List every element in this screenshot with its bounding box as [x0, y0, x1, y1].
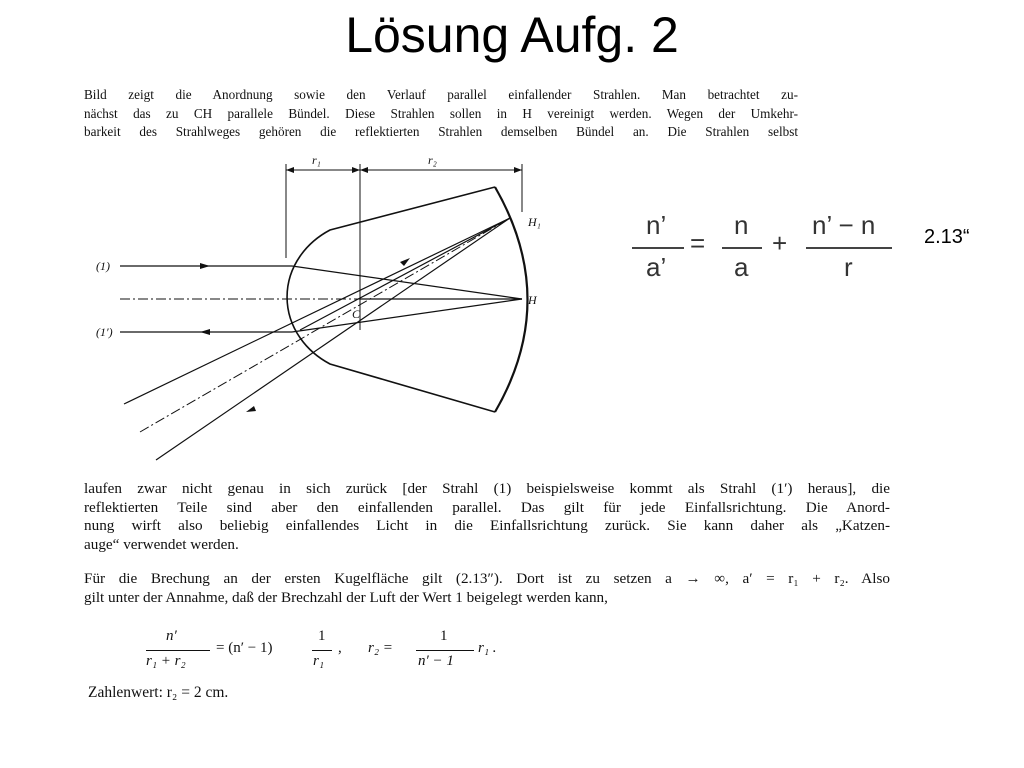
formula-lhs-denominator: a’: [646, 252, 667, 282]
eq-fraction2-denominator: r₁: [313, 653, 325, 669]
formula-plus: +: [772, 228, 788, 258]
label-ray-1-prime: (1′): [96, 325, 113, 339]
text-line: auge“ verwendet werden.: [84, 535, 239, 553]
eq-middle: = (n′ − 1): [216, 640, 273, 656]
text-line: nächst das zu CH parallele Bündel. Diese Strahlen sollen in H vereinigt werden. Wegen der Umkehr-: [84, 105, 798, 121]
equation-number: 2.13“: [924, 226, 970, 248]
text-line: Für die Brechung an der ersten Kugelfläche gilt (2.13″). Dort ist zu setzen a → ∞, a′ = r₁ + r₂. Also: [84, 570, 890, 587]
explanation-paragraph: [84, 480, 890, 554]
eq-fraction3-numerator: 1: [440, 628, 448, 644]
formula-term2-denominator: r: [844, 252, 853, 282]
label-h1: H₁: [528, 215, 541, 229]
eq-fraction3-denominator: n′ − 1: [418, 653, 454, 669]
label-h: H: [528, 293, 537, 307]
eq-fraction1-numerator: n′: [166, 628, 177, 644]
text-line: reflektierten Teile sind aber den einfallenden parallel. Das gilt für jede Einfallsrichtung. Die Anord-: [84, 498, 890, 516]
fraction-bar: [416, 650, 474, 651]
text-line: Bild zeigt die Anordnung sowie den Verlauf parallel einfallender Strahlen. Man betrachtet zu-: [84, 87, 798, 102]
eq-tail: r₁ .: [478, 640, 497, 656]
fraction-bar: [632, 247, 684, 249]
formula-equals: =: [690, 228, 706, 258]
text-line: nung wirft also beliebig einfallendes Licht in die Einfallsrichtung zurück. Sie kann daher als „Katzen-: [84, 517, 890, 535]
formula-term1-denominator: a: [734, 252, 749, 282]
eq-comma: ,: [338, 640, 342, 656]
label-r2: r₂: [428, 153, 437, 167]
formula-term1-numerator: n: [734, 210, 749, 240]
formula-term2-numerator: n’ − n: [812, 210, 876, 240]
fraction-bar: [312, 650, 332, 651]
fraction-bar: [146, 650, 210, 651]
eq-r2: r₂ =: [368, 640, 393, 656]
refraction-paragraph: [84, 570, 890, 607]
eq-fraction1-denominator: r₁ + r₂: [146, 653, 186, 669]
text-line: laufen zwar nicht genau in sich zurück [der Strahl (1) beispielsweise kommt als Strahl (1′) heraus], die: [84, 480, 890, 497]
text-line: gilt unter der Annahme, daß der Brechzahl der Luft der Wert 1 beigelegt werden kann,: [84, 588, 608, 606]
label-ray-1: (1): [96, 259, 110, 273]
text-line: barkeit des Strahlweges gehören die reflektierten Strahlen demselben Bündel an. Die Strahlen selbst: [84, 124, 798, 139]
label-r1: r₁: [312, 153, 321, 167]
formula-lhs-numerator: n’: [646, 210, 667, 240]
numeric-value: Zahlenwert: r₂ = 2 cm.: [88, 684, 229, 701]
fraction-bar: [806, 247, 892, 249]
fraction-bar: [722, 247, 762, 249]
eq-fraction2-numerator: 1: [318, 628, 326, 644]
slide-title: Lösung Aufg. 2: [345, 7, 679, 63]
label-c: C: [352, 307, 361, 321]
